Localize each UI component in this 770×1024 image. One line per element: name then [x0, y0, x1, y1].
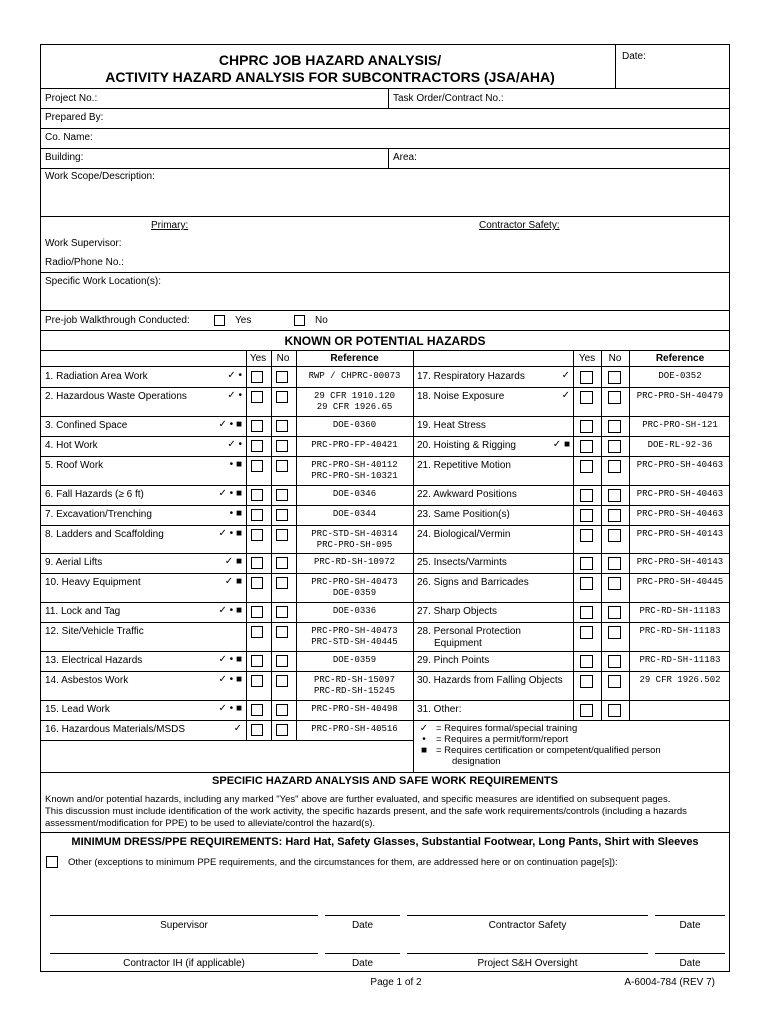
hazard-ref-left-11-1: DOE-0336 — [332, 606, 377, 616]
hazard-ref-right-22-1: PRC-PRO-SH-40463 — [636, 489, 724, 499]
work-supervisor-field[interactable]: Work Supervisor: — [45, 238, 122, 249]
hazard-label-right-24: 24. Biological/Vermin — [417, 529, 511, 540]
rule — [40, 387, 413, 388]
hazard-no-checkbox-right-29[interactable] — [608, 655, 621, 668]
hazard-yes-checkbox-right-21[interactable] — [580, 460, 593, 473]
hazard-no-checkbox-left-11[interactable] — [276, 606, 288, 618]
hazard-ref-left-2-2: 29 CFR 1926.65 — [316, 402, 393, 412]
hazard-no-checkbox-left-4[interactable] — [276, 440, 288, 452]
specific-para-1: Known and/or potential hazards, including any marked "Yes" above are further evaluated, and specific measures are identified on subsequent pages. — [45, 794, 671, 805]
hazard-no-checkbox-right-30[interactable] — [608, 675, 621, 688]
hazard-ref-left-9-1: PRC-RD-SH-10972 — [313, 557, 395, 567]
hazard-ref-left-8-1: PRC-STD-SH-40314 — [311, 529, 398, 539]
hazard-ref-left-5-2: PRC-PRO-SH-10321 — [311, 471, 398, 481]
rule — [413, 622, 730, 623]
col-no-left: No — [276, 353, 290, 364]
rule — [40, 505, 413, 506]
hazard-ref-left-1-1: RWP / CHPRC-00073 — [308, 371, 401, 381]
hazard-no-checkbox-left-7[interactable] — [276, 509, 288, 521]
prepared-by-field[interactable]: Prepared By: — [45, 112, 104, 123]
hazard-marks-left-5: • ■ — [229, 459, 242, 470]
rule — [413, 553, 730, 554]
contractor-safety-signature-line[interactable] — [407, 915, 648, 916]
hazard-no-checkbox-right-28[interactable] — [608, 626, 621, 639]
rule — [40, 366, 730, 367]
hazard-label-right-29: 29. Pinch Points — [417, 655, 490, 666]
hazard-yes-checkbox-left-10[interactable] — [251, 577, 263, 589]
hazard-yes-checkbox-left-12[interactable] — [251, 626, 263, 638]
hazard-no-checkbox-right-22[interactable] — [608, 489, 621, 502]
specific-paragraph — [45, 794, 725, 830]
hazard-yes-checkbox-left-13[interactable] — [251, 655, 263, 667]
hazard-no-checkbox-left-6[interactable] — [276, 489, 288, 501]
rule — [40, 88, 730, 89]
rule — [413, 416, 730, 417]
rule — [40, 671, 413, 672]
hazard-ref-right-21-1: PRC-PRO-SH-40463 — [636, 460, 724, 470]
hazard-yes-checkbox-right-27[interactable] — [580, 606, 593, 619]
rule — [40, 740, 413, 741]
hazard-marks-left-11: ✓ • ■ — [218, 605, 242, 616]
hazard-ref-right-28-1: PRC-RD-SH-11183 — [639, 626, 721, 636]
rule — [40, 310, 730, 311]
hazard-yes-checkbox-left-2[interactable] — [251, 391, 263, 403]
hazard-no-checkbox-left-16[interactable] — [276, 724, 288, 736]
hazard-marks-left-13: ✓ • ■ — [218, 654, 242, 665]
specific-title: SPECIFIC HAZARD ANALYSIS AND SAFE WORK REQUIREMENTS — [212, 775, 558, 787]
hazard-no-checkbox-right-18[interactable] — [608, 391, 621, 404]
rule — [40, 456, 413, 457]
date-label-2: Date — [679, 920, 701, 931]
hazard-marks-left-3: ✓ • ■ — [218, 419, 242, 430]
building-field[interactable]: Building: — [45, 152, 84, 163]
hazard-no-checkbox-right-21[interactable] — [608, 460, 621, 473]
legend-symbol-2: • — [422, 734, 426, 745]
rule — [40, 416, 413, 417]
hazard-yes-checkbox-right-17[interactable] — [580, 371, 593, 384]
hazard-no-checkbox-left-1[interactable] — [276, 371, 288, 383]
rule — [40, 436, 413, 437]
date-label-3: Date — [351, 958, 374, 969]
form-number: A-6004-784 (REV 7) — [624, 977, 715, 988]
hazard-label-left-16: 16. Hazardous Materials/MSDS — [45, 724, 186, 735]
rule — [40, 553, 413, 554]
hazard-no-checkbox-right-25[interactable] — [608, 557, 621, 570]
hazard-marks-left-15: ✓ • ■ — [218, 703, 242, 714]
hazard-marks-right-17: ✓ — [561, 370, 570, 381]
hazard-label-left-6: 6. Fall Hazards (≥ 6 ft) — [45, 489, 144, 500]
hazard-ref-left-5-1: PRC-PRO-SH-40112 — [311, 460, 398, 470]
hazard-label-right-19: 19. Heat Stress — [417, 420, 486, 431]
project-sh-date-line[interactable] — [655, 953, 725, 954]
hazard-yes-checkbox-right-26[interactable] — [580, 577, 593, 590]
hazard-label-right-25: 25. Insects/Varmints — [417, 557, 507, 568]
rule — [40, 602, 413, 603]
hazard-no-checkbox-left-13[interactable] — [276, 655, 288, 667]
hazard-yes-checkbox-right-25[interactable] — [580, 557, 593, 570]
supervisor-label: Supervisor — [160, 920, 208, 931]
hazard-no-checkbox-right-19[interactable] — [608, 420, 621, 433]
rule — [40, 720, 413, 721]
hazard-no-checkbox-left-15[interactable] — [276, 704, 288, 716]
rule — [40, 168, 730, 169]
contractor-safety-label: Contractor Safety: — [479, 220, 560, 231]
hazard-label-left-7: 7. Excavation/Trenching — [45, 509, 152, 520]
rule — [413, 485, 730, 486]
hazard-label2-right-28: Equipment — [434, 638, 482, 649]
supervisor-date-line[interactable] — [325, 915, 400, 916]
page-number: Page 1 of 2 — [370, 977, 422, 988]
hazard-no-checkbox-right-23[interactable] — [608, 509, 621, 522]
rule — [388, 88, 389, 108]
hazard-marks-left-7: • ■ — [229, 508, 242, 519]
hazard-label-left-1: 1. Radiation Area Work — [45, 371, 148, 382]
hazard-yes-checkbox-left-6[interactable] — [251, 489, 263, 501]
hazard-ref-right-19-1: PRC-PRO-SH-121 — [642, 420, 718, 430]
hazard-ref-left-12-1: PRC-PRO-SH-40473 — [311, 626, 398, 636]
title-line-1: CHPRC JOB HAZARD ANALYSIS/ — [218, 52, 442, 68]
hazard-ref-right-29-1: PRC-RD-SH-11183 — [639, 655, 721, 665]
area-field[interactable]: Area: — [393, 152, 417, 163]
rule — [413, 456, 730, 457]
title-line-2: ACTIVITY HAZARD ANALYSIS FOR SUBCONTRACTORS (JSA/AHA) — [105, 69, 555, 85]
work-scope-field[interactable]: Work Scope/Description: — [45, 171, 155, 182]
hazard-marks-right-20: ✓ ■ — [552, 439, 570, 450]
hazard-no-checkbox-right-24[interactable] — [608, 529, 621, 542]
rule — [246, 350, 247, 740]
hazard-no-checkbox-left-10[interactable] — [276, 577, 288, 589]
hazard-ref-left-15-1: PRC-PRO-SH-40498 — [311, 704, 398, 714]
rule — [413, 602, 730, 603]
rule — [40, 573, 413, 574]
rule — [601, 350, 602, 720]
hazard-marks-left-6: ✓ • ■ — [218, 488, 242, 499]
hazard-marks-left-4: ✓ • — [227, 439, 242, 450]
hazard-label-left-4: 4. Hot Work — [45, 440, 98, 451]
date-label-4: Date — [679, 958, 701, 969]
rule — [40, 272, 730, 273]
hazard-label-left-14: 14. Asbestos Work — [45, 675, 129, 686]
rule — [40, 350, 730, 351]
project-no-field[interactable]: Project No.: — [45, 93, 98, 104]
task-order-field[interactable]: Task Order/Contract No.: — [393, 93, 504, 104]
rule — [40, 485, 413, 486]
hazard-yes-checkbox-right-31[interactable] — [580, 704, 593, 717]
hazard-ref-left-10-2: DOE-0359 — [332, 588, 377, 598]
prejob-no-checkbox[interactable] — [294, 315, 305, 326]
hazard-label-left-10: 10. Heavy Equipment — [45, 577, 141, 588]
hazard-ref-left-10-1: PRC-PRO-SH-40473 — [311, 577, 398, 587]
hazard-label-right-31: 31. Other: — [417, 704, 462, 715]
hazard-ref-right-24-1: PRC-PRO-SH-40143 — [636, 529, 724, 539]
rule — [413, 671, 730, 672]
hazard-marks-left-16: ✓ — [233, 723, 242, 734]
hazard-no-checkbox-right-17[interactable] — [608, 371, 621, 384]
hazard-ref-left-6-1: DOE-0346 — [332, 489, 377, 499]
prejob-yes-checkbox[interactable] — [214, 315, 225, 326]
rule — [40, 330, 730, 331]
project-sh-label: Project S&H Oversight — [477, 958, 578, 969]
legend-text-1: = Requires formal/special training — [436, 723, 578, 734]
hazard-yes-checkbox-left-3[interactable] — [251, 420, 263, 432]
hazard-yes-checkbox-left-16[interactable] — [251, 724, 263, 736]
hazard-ref-left-8-2: PRC-PRO-SH-095 — [316, 540, 393, 550]
hazard-ref-left-14-2: PRC-RD-SH-15245 — [313, 686, 395, 696]
rule — [40, 525, 413, 526]
hazard-ref-left-3-1: DOE-0360 — [332, 420, 377, 430]
hazards-title: KNOWN OR POTENTIAL HAZARDS — [284, 334, 486, 348]
hazard-ref-left-14-1: PRC-RD-SH-15097 — [313, 675, 395, 685]
other-exceptions-label: Other (exceptions to minimum PPE requirements, and the circumstances for them, are addressed here or on continuation page[s]): — [68, 857, 618, 868]
hazard-yes-checkbox-left-7[interactable] — [251, 509, 263, 521]
rule — [413, 525, 730, 526]
prejob-label: Pre-job Walkthrough Conducted: — [45, 315, 190, 326]
hazard-label-left-3: 3. Confined Space — [45, 420, 128, 431]
hazard-no-checkbox-left-9[interactable] — [276, 557, 288, 569]
hazard-no-checkbox-right-26[interactable] — [608, 577, 621, 590]
hazard-label-right-28: 28. Personal Protection — [417, 626, 521, 637]
rule — [413, 651, 730, 652]
specific-para-2: This discussion must include identification of the work activity, the specific hazards present, and the safe work requirements/controls (including a hazards — [45, 806, 687, 817]
hazard-label-right-22: 22. Awkward Positions — [417, 489, 517, 500]
hazard-ref-left-12-2: PRC-STD-SH-40445 — [311, 637, 398, 647]
hazard-label-right-26: 26. Signs and Barricades — [417, 577, 529, 588]
rule — [413, 436, 730, 437]
hazard-ref-right-18-1: PRC-PRO-SH-40479 — [636, 391, 724, 401]
hazard-yes-checkbox-left-4[interactable] — [251, 440, 263, 452]
hazard-yes-checkbox-right-23[interactable] — [580, 509, 593, 522]
contractor-ih-date-line[interactable] — [325, 953, 400, 954]
hazard-yes-checkbox-left-14[interactable] — [251, 675, 263, 687]
col-ref-right: Reference — [655, 353, 705, 364]
hazard-label-right-30: 30. Hazards from Falling Objects — [417, 675, 563, 686]
hazard-yes-checkbox-right-30[interactable] — [580, 675, 593, 688]
supervisor-signature-line[interactable] — [50, 915, 318, 916]
hazard-label-left-2: 2. Hazardous Waste Operations — [45, 391, 187, 402]
co-name-field[interactable]: Co. Name: — [45, 132, 93, 143]
rule — [573, 350, 574, 720]
hazard-yes-checkbox-right-18[interactable] — [580, 391, 593, 404]
hazard-label-left-8: 8. Ladders and Scaffolding — [45, 529, 164, 540]
col-ref-left: Reference — [330, 353, 379, 364]
rule — [413, 720, 730, 721]
hazard-label-right-27: 27. Sharp Objects — [417, 606, 498, 617]
hazard-yes-checkbox-right-28[interactable] — [580, 626, 593, 639]
rule — [40, 216, 730, 217]
specific-para-3: assessment/modification for PPE) to be used to alleviate/control the hazard(s). — [45, 818, 376, 829]
hazard-label-right-17: 17. Respiratory Hazards — [417, 371, 525, 382]
hazard-ref-right-26-1: PRC-PRO-SH-40445 — [636, 577, 724, 587]
hazard-ref-right-17-1: DOE-0352 — [658, 371, 702, 381]
hazard-label-right-18: 18. Noise Exposure — [417, 391, 505, 402]
hazard-ref-left-2-1: 29 CFR 1910.120 — [313, 391, 395, 401]
hazard-label-right-23: 23. Same Position(s) — [417, 509, 510, 520]
hazard-marks-left-10: ✓ ■ — [224, 576, 242, 587]
rule — [271, 350, 272, 740]
contractor-ih-signature-line[interactable] — [50, 953, 318, 954]
hazard-no-checkbox-right-27[interactable] — [608, 606, 621, 619]
rule — [413, 700, 730, 701]
hazard-no-checkbox-left-3[interactable] — [276, 420, 288, 432]
hazard-ref-right-20-1: DOE-RL-92-36 — [647, 440, 713, 450]
hazard-no-checkbox-right-20[interactable] — [608, 440, 621, 453]
hazard-marks-left-8: ✓ • ■ — [218, 528, 242, 539]
date-label: Date: — [622, 51, 646, 62]
hazard-yes-checkbox-right-19[interactable] — [580, 420, 593, 433]
contractor-safety-sig-label: Contractor Safety — [488, 920, 567, 931]
primary-label: Primary: — [151, 220, 189, 231]
hazard-yes-checkbox-right-29[interactable] — [580, 655, 593, 668]
hazard-label-left-13: 13. Electrical Hazards — [45, 655, 143, 666]
prejob-yes-label: Yes — [235, 315, 252, 326]
other-exceptions-checkbox[interactable] — [46, 856, 58, 868]
hazard-marks-left-9: ✓ ■ — [224, 556, 242, 567]
hazard-yes-checkbox-right-24[interactable] — [580, 529, 593, 542]
hazard-yes-checkbox-left-9[interactable] — [251, 557, 263, 569]
hazard-no-checkbox-left-12[interactable] — [276, 626, 288, 638]
rule — [388, 148, 389, 168]
hazard-ref-right-30-1: 29 CFR 1926.502 — [639, 675, 721, 685]
project-sh-signature-line[interactable] — [407, 953, 648, 954]
hazard-ref-left-16-1: PRC-PRO-SH-40516 — [311, 724, 398, 734]
rule — [40, 148, 730, 149]
col-yes-left: Yes — [249, 353, 267, 364]
hazard-marks-left-2: ✓ • — [227, 390, 242, 401]
rule — [413, 350, 414, 772]
hazard-label-left-11: 11. Lock and Tag — [45, 606, 121, 617]
prejob-no-label: No — [315, 315, 328, 326]
hazard-yes-checkbox-left-1[interactable] — [251, 371, 263, 383]
rule — [40, 772, 730, 773]
rule — [40, 700, 413, 701]
col-yes-right: Yes — [578, 353, 596, 364]
hazard-label-left-12: 12. Site/Vehicle Traffic — [45, 626, 144, 637]
hazard-marks-left-1: ✓ • — [227, 370, 242, 381]
hazard-ref-left-7-1: DOE-0344 — [332, 509, 377, 519]
contractor-ih-label: Contractor IH (if applicable) — [123, 958, 245, 969]
hazard-no-checkbox-right-31[interactable] — [608, 704, 621, 717]
rule — [413, 387, 730, 388]
hazard-ref-right-27-1: PRC-RD-SH-11183 — [639, 606, 721, 616]
rule — [40, 651, 413, 652]
rule — [40, 128, 730, 129]
hazard-ref-right-23-1: PRC-PRO-SH-40463 — [636, 509, 724, 519]
rule — [413, 573, 730, 574]
hazard-yes-checkbox-left-11[interactable] — [251, 606, 263, 618]
hazard-ref-right-25-1: PRC-PRO-SH-40143 — [636, 557, 724, 567]
ppe-requirements: MINIMUM DRESS/PPE REQUIREMENTS: Hard Hat, Safety Glasses, Substantial Footwear, Long Pants, Shirt with Sleeves — [71, 836, 699, 848]
hazard-yes-checkbox-left-15[interactable] — [251, 704, 263, 716]
legend-symbol-3: ■ — [420, 745, 428, 756]
rule — [413, 505, 730, 506]
hazard-label-left-15: 15. Lead Work — [45, 704, 110, 715]
hazard-yes-checkbox-left-5[interactable] — [251, 460, 263, 472]
hazard-ref-left-4-1: PRC-PRO-FP-40421 — [311, 440, 398, 450]
legend-symbol-1: ✓ — [419, 723, 429, 734]
hazard-yes-checkbox-left-8[interactable] — [251, 529, 263, 541]
legend-text-4: designation — [452, 756, 501, 767]
hazard-no-checkbox-left-2[interactable] — [276, 391, 288, 403]
radio-phone-field[interactable]: Radio/Phone No.: — [45, 257, 124, 268]
col-no-right: No — [608, 353, 622, 364]
hazard-label-right-21: 21. Repetitive Motion — [417, 460, 511, 471]
date-divider — [615, 44, 616, 88]
hazard-label-right-20: 20. Hoisting & Rigging — [417, 440, 516, 451]
hazard-ref-left-13-1: DOE-0359 — [332, 655, 377, 665]
rule — [40, 108, 730, 109]
hazard-no-checkbox-left-8[interactable] — [276, 529, 288, 541]
hazard-marks-left-14: ✓ • ■ — [218, 674, 242, 685]
contractor-safety-date-line[interactable] — [655, 915, 725, 916]
hazard-label-left-5: 5. Roof Work — [45, 460, 104, 471]
date-label-1: Date — [351, 920, 374, 931]
hazard-marks-right-18: ✓ — [561, 390, 570, 401]
rule — [40, 622, 413, 623]
hazard-yes-checkbox-right-20[interactable] — [580, 440, 593, 453]
hazard-no-checkbox-left-14[interactable] — [276, 675, 288, 687]
form-title — [40, 52, 620, 86]
legend-text-3: = Requires certification or competent/qualified person — [436, 745, 661, 756]
rule — [40, 832, 730, 833]
specific-locations-field[interactable]: Specific Work Location(s): — [45, 276, 161, 287]
hazard-yes-checkbox-right-22[interactable] — [580, 489, 593, 502]
hazard-label-left-9: 9. Aerial Lifts — [45, 557, 103, 568]
hazard-no-checkbox-left-5[interactable] — [276, 460, 288, 472]
legend-text-2: = Requires a permit/form/report — [436, 734, 569, 745]
